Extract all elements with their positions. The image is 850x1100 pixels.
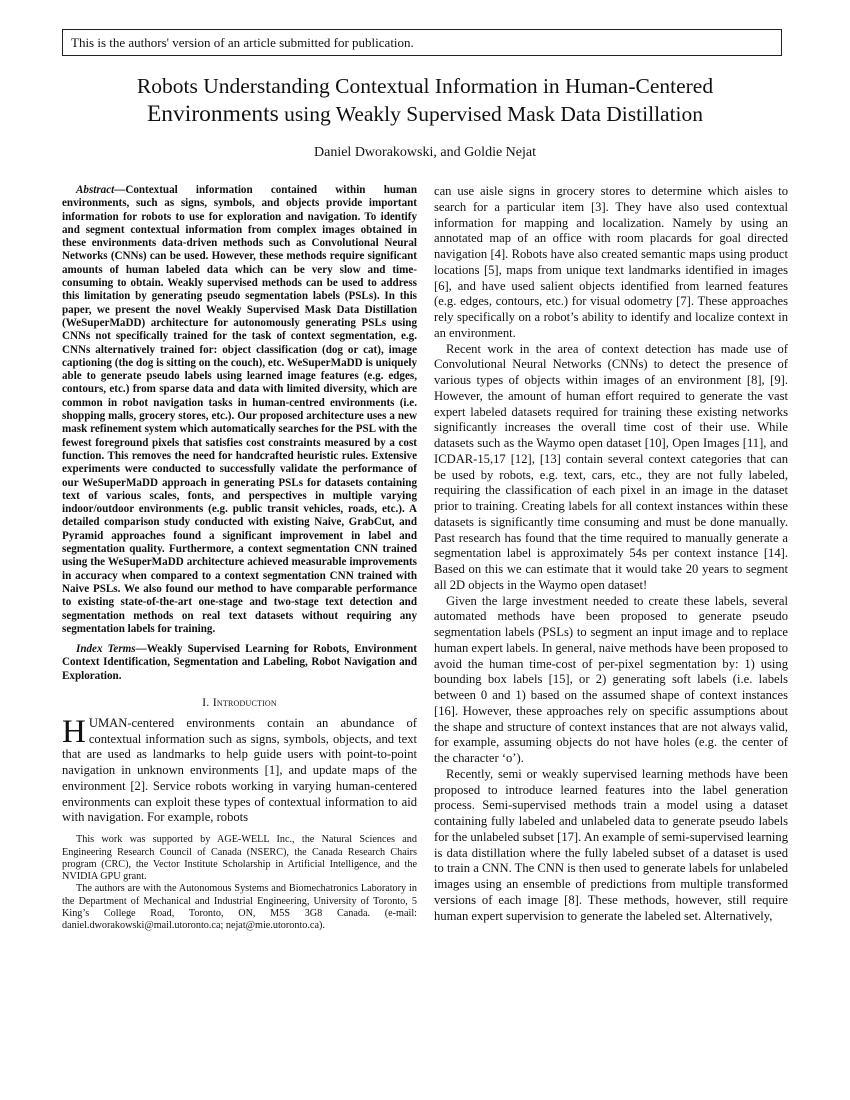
right-column	[434, 184, 788, 924]
abstract	[62, 184, 417, 636]
footnotes	[62, 834, 417, 932]
section-heading	[62, 695, 417, 710]
abstract-lead: Abstract	[76, 184, 115, 196]
body-paragraph: can use aisle signs in grocery stores to determine which aisles to search for a particular item [3]. They have also used contextual information for mapping and localization. Namely by using an annotated map of an office with room placards for goal directed navigation [4]. Robots have also created semantic maps using product locations [5], maps from unique text landmarks identified in images [6], and have used salient objects identified from learned features (e.g. edges, contours, etc.) for visual odometry [7]. These approaches rely specifically on a robot’s ability to identify and localize context in an environment.	[434, 184, 788, 340]
section-title: Introduction	[212, 694, 277, 709]
title-line-2-rest: using Weakly Supervised Mask Data Distillation	[278, 102, 704, 126]
body-paragraph: Recent work in the area of context detection has made use of Convolutional Neural Networks (CNNs) to detect the presence of various types of objects within images of an environment [8], [9]. However, the amount of human effort required to generate the vast expert labeled datasets required for training these existing networks significantly increases the overall time cost of their use. While datasets such as the Waymo open dataset [10], Open Images [11], and ICDAR-15,17 [12], [13] contain several context categories that can be used by robots, e.g. text, cars, etc., they are not fully labeled, requiring the classification of each pixel in an image in the dataset prior to training. Creating labels for all context instances within these datasets is significantly time consuming and must be done manually. Past research has found that the time required to manually generate a segmentation label is approximately 54s per context instance [14]. Based on this we can estimate that it would take 20 years to segment all 2D objects in the Waymo open dataset!	[434, 341, 788, 592]
left-column	[62, 184, 417, 933]
intro-paragraph	[62, 713, 417, 826]
publication-notice: This is the authors' version of an article submitted for publication.	[62, 29, 782, 56]
section-numeral: I.	[202, 694, 213, 709]
title-line-2	[60, 100, 790, 128]
title-line-2-big: Environments	[146, 101, 279, 127]
abstract-text: —Contextual information contained within human environments, such as signs, symbols, and objects provide important information for robots to use for exploration and navigation. To identify and segment contextual information from complex images obtained in these environments data-driven methods such as Convolutional Neural Networks (CNNs) can be used. However, these methods require significant amounts of human labeled data which can be very slow and time-consuming to obtain. Weakly supervised methods can be used to address this limitation by generating pseudo segmentation labels (PSLs). In this paper, we present the novel Weakly Supervised Mask Data Distillation (WeSuperMaDD) architecture for autonomously generating PSLs using CNNs not specifically trained for the task of context segmentation, e.g. CNNs alternatively trained for: object classification (dog or cat), image captioning (the dog is sitting on the couch), etc. WeSuperMaDD is uniquely able to generate pseudo labels using learned image features (e.g. edges, contours, etc.) from sparse data and data with limited diversity, which are common in robot navigation tasks in human-centred environments (i.e. shopping malls, grocery stores, etc.). Our proposed architecture uses a new mask refinement system which automatically searches for the PSL with the fewest foreground pixels that satisfies cost constraints measured by a cost function. This removes the need for handcrafted heuristic rules. Extensive experiments were conducted to successfully validate the performance of our WeSuperMaDD approach in generating PSLs for datasets containing text of various scales, fonts, and perspectives in multiple varying indoor/outdoor environments (e.g. public transit vehicles, roads, etc.). A detailed comparison study conducted with existing Naive, GrabCut, and Pyramid approaches found a significant improvement in label and segmentation quality. Furthermore, a context segmentation CNN trained using the WeSuperMaDD architecture achieved measurable improvements in accuracy when compared to a context segmentation CNN trained with Naive PSLs. We also found our method to have comparable performance to existing state-of-the-art one-stage and two-stage text detection and segmentation methods on real text datasets without requiring any segmentation labels for training.	[62, 184, 417, 635]
intro-text: UMAN-centered environments contain an abundance of contextual information such as signs, symbols, objects, and text that are used as landmarks to help guide users with point-to-point navigation in unknown environments [1], and update maps of the environment [2]. Service robots working in varying human-centered environments can exploit these types of contextual information to aid with navigation. For example, robots	[62, 715, 417, 825]
drop-cap: H	[62, 713, 86, 750]
index-terms	[62, 643, 417, 683]
body-paragraph: Given the large investment needed to create these labels, several automated methods have been proposed to generate pseudo segmentation labels (PSLs) to segment an input image and to replace human expert labels. In general, naive methods have been proposed to avoid the human time-cost of per-pixel segmentation by: 1) using bounding box labels [15], or 2) generating soft labels (i.e. labels between 0 and 1) based on the assumed shape of context instances [16]. However, these approaches rely on specific assumptions about the shape and structure of context instances that are not always valid, for example, assuming objects do not have holes (e.g. the center of the character ‘o’).	[434, 593, 788, 765]
index-terms-text: —Weakly Supervised Learning for Robots, Environment Context Identification, Segmentation and Labeling, Robot Navigation and Exploration.	[62, 643, 417, 682]
footnote-funding: This work was supported by AGE-WELL Inc., the Natural Sciences and Engineering Research Council of Canada (NSERC), the Canada Research Chairs program (CRC), the Vector Institute Scholarship in Artificial Intelligence, and the NVIDIA GPU grant.	[62, 834, 417, 883]
author-list: Daniel Dworakowski, and Goldie Nejat	[314, 145, 536, 160]
index-terms-lead: Index Terms	[76, 643, 136, 656]
paper-title	[60, 72, 790, 128]
title-line-1: Robots Understanding Contextual Information in Human-Centered	[136, 74, 714, 98]
footnote-affiliation: The authors are with the Autonomous Systems and Biomechatronics Laboratory in the Department of Mechanical and Industrial Engineering, University of Toronto, 5 King’s College Road, Toronto, ON, M5S 3G8 Canada. (e-mail: daniel.dworakowski@mail.utoronto.ca; nejat@mie.utoronto.ca).	[62, 883, 417, 932]
body-paragraph: Recently, semi or weakly supervised learning methods have been proposed to introduce learned features into the label generation process. Semi-supervised methods train a model using a dataset containing fully labeled and unlabeled data to generate pseudo labels for the unlabeled subset [17]. An example of semi-supervised learning is data distillation where the fully labeled subset of a dataset is used to train a CNN. The CNN is then used to generate labels for unlabeled images using an ensemble of predictions from multiple transformed versions of each image [8]. These methods, however, still require human expert supervision to generate the labeled set. Alternatively,	[434, 766, 788, 923]
